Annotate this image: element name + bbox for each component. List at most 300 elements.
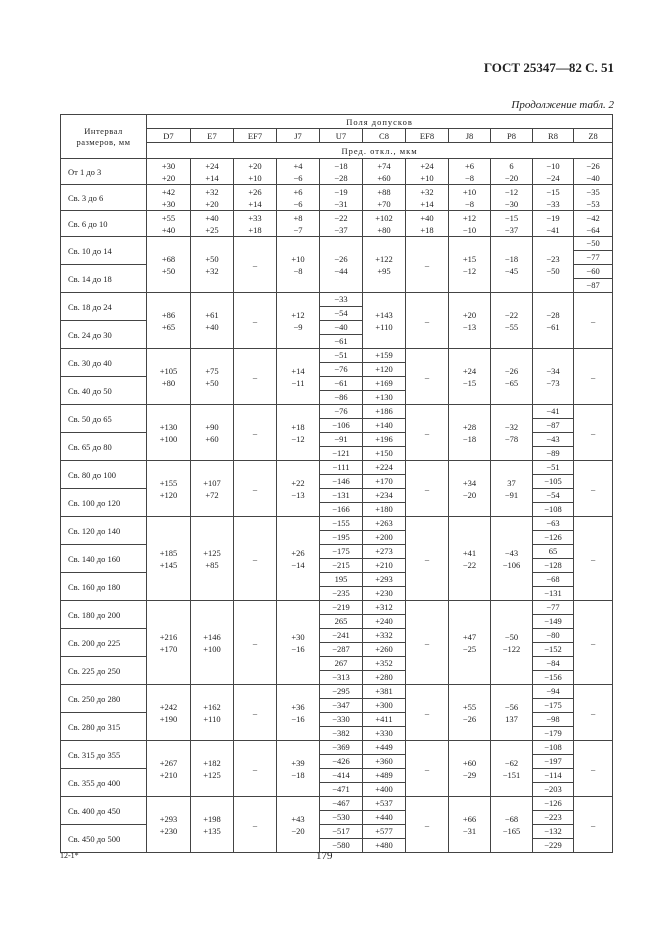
tolerance-cell xyxy=(277,349,320,405)
table-row xyxy=(61,797,613,811)
tolerance-subcell xyxy=(320,405,363,419)
deviation-value: −235 xyxy=(332,588,350,598)
deviation-value: +210 xyxy=(375,560,393,570)
deviation-value: −10 xyxy=(546,160,560,171)
interval-label: Св. 450 до 500 xyxy=(61,825,147,853)
deviation-value: −30 xyxy=(504,198,519,209)
tolerance-subcell xyxy=(320,433,363,447)
deviation-value: −19 xyxy=(334,186,348,197)
tolerance-cell xyxy=(277,797,320,853)
deviation-value: −149 xyxy=(544,616,562,626)
interval-label: Св. 120 до 140 xyxy=(61,517,147,545)
tolerance-subcell xyxy=(320,615,363,629)
tolerance-subcell xyxy=(363,713,406,727)
tolerance-subcell xyxy=(533,461,574,475)
deviation-value: +20 xyxy=(462,309,477,320)
tolerance-cell xyxy=(574,517,613,601)
tolerance-cell xyxy=(234,601,277,685)
tolerance-subcell xyxy=(533,573,574,587)
deviation-value: −175 xyxy=(332,546,350,556)
deviation-value: −155 xyxy=(332,518,350,528)
deviation-value: +60 xyxy=(205,433,219,444)
deviation-value: +86 xyxy=(161,309,176,320)
deviation-value: −8 xyxy=(464,198,475,209)
tolerance-subcell xyxy=(363,349,406,363)
deviation-value: −68 xyxy=(546,574,560,584)
deviation-value: −89 xyxy=(546,448,560,458)
deviation-value: −12 xyxy=(462,265,477,276)
interval-label: От 1 до 3 xyxy=(61,159,147,185)
deviation-value: −287 xyxy=(332,644,350,654)
deviation-value: +50 xyxy=(205,377,219,388)
tolerance-cell xyxy=(449,349,491,405)
deviation-value: −31 xyxy=(462,825,477,836)
tolerance-cell xyxy=(449,741,491,797)
table-continuation-label: Продолжение табл. 2 xyxy=(511,99,614,111)
tolerance-cell xyxy=(406,405,449,461)
tolerance-subcell xyxy=(320,657,363,671)
deviation-value: +88 xyxy=(377,186,391,197)
deviation-header: Пред. откл., мкм xyxy=(147,143,613,159)
deviation-value: – xyxy=(590,819,596,830)
tolerance-cell xyxy=(406,185,449,211)
deviation-value: +185 xyxy=(159,547,178,558)
deviation-value: −40 xyxy=(586,172,600,183)
tolerance-cell xyxy=(406,797,449,853)
deviation-value: – xyxy=(590,763,596,774)
deviation-value: +577 xyxy=(375,826,393,836)
deviation-value: +381 xyxy=(375,686,393,696)
column-header: J7 xyxy=(277,129,320,143)
interval-label: Св. 14 до 18 xyxy=(61,265,147,293)
deviation-value: +216 xyxy=(159,631,178,642)
deviation-value: +14 xyxy=(291,365,305,376)
tolerance-subcell xyxy=(363,839,406,853)
deviation-value: – xyxy=(424,483,430,494)
tolerance-cell xyxy=(363,237,406,293)
tolerance-cell xyxy=(147,797,191,853)
tolerance-subcell xyxy=(533,839,574,853)
deviation-value: +34 xyxy=(462,477,477,488)
tolerance-subcell xyxy=(320,643,363,657)
deviation-value: +440 xyxy=(375,812,393,822)
tolerance-cell xyxy=(491,685,533,741)
deviation-value: – xyxy=(424,707,430,718)
table-row xyxy=(61,741,613,755)
deviation-value: +143 xyxy=(375,309,393,320)
deviation-value: +60 xyxy=(462,757,477,768)
tolerance-cell xyxy=(491,461,533,517)
tolerance-cell xyxy=(449,405,491,461)
deviation-value: −98 xyxy=(546,714,560,724)
tolerance-subcell xyxy=(320,489,363,503)
tolerance-subcell xyxy=(320,685,363,699)
tolerance-subcell xyxy=(363,657,406,671)
column-header: D7 xyxy=(147,129,191,143)
deviation-value: −28 xyxy=(546,309,560,320)
deviation-value: −50 xyxy=(546,265,560,276)
deviation-value: −414 xyxy=(332,770,350,780)
tolerance-cell xyxy=(491,517,533,601)
tolerance-cell xyxy=(234,293,277,349)
deviation-value: +489 xyxy=(375,770,393,780)
table-row xyxy=(61,685,613,699)
tolerance-subcell xyxy=(533,419,574,433)
tolerance-subcell xyxy=(363,783,406,797)
deviation-value: −31 xyxy=(334,198,348,209)
tolerance-cell xyxy=(491,797,533,853)
deviation-value: −18 xyxy=(504,253,519,264)
deviation-value: −6 xyxy=(293,172,303,183)
deviation-value: 137 xyxy=(505,713,518,724)
deviation-value: −152 xyxy=(544,644,562,654)
deviation-value: +6 xyxy=(464,160,475,171)
deviation-value: +26 xyxy=(248,186,262,197)
deviation-value: +12 xyxy=(291,309,305,320)
deviation-value: +267 xyxy=(159,757,178,768)
deviation-value: +75 xyxy=(205,365,219,376)
deviation-value: +230 xyxy=(375,588,393,598)
deviation-value: −25 xyxy=(462,643,477,654)
tolerance-subcell xyxy=(533,769,574,783)
deviation-value: 37 xyxy=(507,477,516,488)
deviation-value: −20 xyxy=(504,172,519,183)
tolerance-cell xyxy=(234,741,277,797)
tolerance-cell xyxy=(449,185,491,211)
tolerance-cell xyxy=(574,797,613,853)
deviation-value: −114 xyxy=(544,770,562,780)
deviation-value: +360 xyxy=(375,756,393,766)
tolerance-cell xyxy=(533,293,574,349)
deviation-value: +10 xyxy=(420,172,434,183)
deviation-value: −44 xyxy=(334,265,348,276)
deviation-value: −84 xyxy=(546,658,560,668)
tolerance-cell xyxy=(449,293,491,349)
tolerance-subcell xyxy=(363,671,406,685)
interval-label: Св. 50 до 65 xyxy=(61,405,147,433)
tolerance-cell xyxy=(234,211,277,237)
deviation-value: 267 xyxy=(334,658,348,668)
deviation-value: −9 xyxy=(293,321,303,332)
deviation-value: +210 xyxy=(159,769,178,780)
deviation-value: −45 xyxy=(504,265,519,276)
deviation-value: −63 xyxy=(546,518,560,528)
tolerance-cell xyxy=(234,159,277,185)
deviation-value: −68 xyxy=(504,813,519,824)
deviation-value: +537 xyxy=(375,798,393,808)
deviation-value: – xyxy=(424,371,430,382)
deviation-value: +14 xyxy=(205,172,219,183)
tolerance-subcell xyxy=(320,573,363,587)
tolerance-subcell xyxy=(533,489,574,503)
tolerance-subcell xyxy=(533,475,574,489)
table-row xyxy=(61,601,613,615)
tolerance-cell xyxy=(191,237,234,293)
tolerance-subcell xyxy=(320,377,363,391)
deviation-value: −56 xyxy=(504,701,519,712)
table-row xyxy=(61,159,613,185)
tolerance-subcell xyxy=(574,251,613,265)
tolerance-cell xyxy=(277,185,320,211)
tolerance-subcell xyxy=(363,755,406,769)
deviation-value: −111 xyxy=(332,462,350,472)
tolerance-subcell xyxy=(533,517,574,531)
tolerance-subcell xyxy=(363,461,406,475)
deviation-value: −87 xyxy=(546,420,560,430)
deviation-value: – xyxy=(252,315,258,326)
deviation-value: −13 xyxy=(291,489,305,500)
deviation-value: +55 xyxy=(161,212,176,223)
deviation-value: +169 xyxy=(375,378,393,388)
tolerance-cell xyxy=(449,517,491,601)
tolerance-cell xyxy=(449,797,491,853)
deviation-value: −18 xyxy=(334,160,348,171)
deviation-value: +293 xyxy=(375,574,393,584)
deviation-value: −156 xyxy=(544,672,562,682)
deviation-value: +40 xyxy=(205,321,219,332)
tolerance-cell xyxy=(363,185,406,211)
deviation-value: +107 xyxy=(203,477,221,488)
deviation-value: – xyxy=(590,637,596,648)
tolerance-cell xyxy=(320,159,363,185)
deviation-value: −42 xyxy=(586,212,600,223)
tolerance-table xyxy=(60,114,613,853)
tolerance-cell xyxy=(363,211,406,237)
deviation-value: +8 xyxy=(293,212,303,223)
interval-label: Св. 30 до 40 xyxy=(61,349,147,377)
tolerance-cell xyxy=(533,159,574,185)
deviation-value: −7 xyxy=(293,224,303,235)
tolerance-subcell xyxy=(320,741,363,755)
deviation-value: −53 xyxy=(586,198,600,209)
interval-label: Св. 200 до 225 xyxy=(61,629,147,657)
tolerance-cell xyxy=(491,741,533,797)
deviation-value: −61 xyxy=(546,321,560,332)
deviation-value: +260 xyxy=(375,644,393,654)
tolerance-subcell xyxy=(320,601,363,615)
deviation-value: −229 xyxy=(544,840,562,850)
deviation-value: −108 xyxy=(544,742,562,752)
deviation-value: +66 xyxy=(462,813,477,824)
deviation-value: +411 xyxy=(375,714,393,724)
deviation-value: +230 xyxy=(159,825,178,836)
tolerance-subcell xyxy=(363,573,406,587)
deviation-value: +95 xyxy=(377,265,391,276)
tolerance-cell xyxy=(147,237,191,293)
deviation-value: – xyxy=(590,427,596,438)
deviation-value: −50 xyxy=(504,631,519,642)
deviation-value: +50 xyxy=(205,253,219,264)
tolerance-cell xyxy=(449,601,491,685)
tolerance-subcell xyxy=(363,629,406,643)
deviation-value: +30 xyxy=(161,198,176,209)
deviation-value: +72 xyxy=(205,489,219,500)
tolerance-subcell xyxy=(363,419,406,433)
tolerance-cell xyxy=(449,237,491,293)
tolerance-cell xyxy=(234,349,277,405)
deviation-value: +190 xyxy=(159,713,178,724)
deviation-value: −347 xyxy=(332,700,350,710)
deviation-value: −76 xyxy=(334,406,348,416)
deviation-value: −78 xyxy=(504,433,519,444)
deviation-value: +26 xyxy=(291,547,305,558)
tolerance-subcell xyxy=(363,433,406,447)
tolerance-cell xyxy=(234,237,277,293)
tolerance-cell xyxy=(277,293,320,349)
deviation-value: +28 xyxy=(462,421,477,432)
tolerance-subcell xyxy=(320,391,363,405)
deviation-value: – xyxy=(590,315,596,326)
deviation-value: −106 xyxy=(332,420,350,430)
deviation-value: −40 xyxy=(334,322,348,332)
deviation-value: +273 xyxy=(375,546,393,556)
tolerance-cell xyxy=(147,211,191,237)
tolerance-subcell xyxy=(533,825,574,839)
column-header: U7 xyxy=(320,129,363,143)
deviation-value: −6 xyxy=(293,198,303,209)
tolerance-subcell xyxy=(533,629,574,643)
deviation-value: −61 xyxy=(334,336,348,346)
tolerance-subcell xyxy=(533,741,574,755)
tolerance-cell xyxy=(491,405,533,461)
table-row xyxy=(61,185,613,211)
deviation-value: – xyxy=(252,763,258,774)
tolerance-subcell xyxy=(574,237,613,251)
tolerance-cell xyxy=(491,293,533,349)
tolerance-cell xyxy=(191,461,234,517)
deviation-value: −37 xyxy=(504,224,519,235)
tolerance-subcell xyxy=(533,657,574,671)
deviation-value: −166 xyxy=(332,504,350,514)
tolerance-subcell xyxy=(320,811,363,825)
deviation-value: +186 xyxy=(375,406,393,416)
deviation-value: −87 xyxy=(586,280,600,290)
deviation-value: +42 xyxy=(161,186,176,197)
interval-label: Св. 400 до 450 xyxy=(61,797,147,825)
tolerance-subcell xyxy=(363,559,406,573)
deviation-value: +68 xyxy=(161,253,176,264)
deviation-value: +146 xyxy=(203,631,221,642)
tolerance-subcell xyxy=(533,783,574,797)
tolerance-subcell xyxy=(363,531,406,545)
deviation-value: −369 xyxy=(332,742,350,752)
deviation-value: −15 xyxy=(462,377,477,388)
deviation-value: +43 xyxy=(291,813,305,824)
deviation-value: −12 xyxy=(291,433,305,444)
tolerance-subcell xyxy=(320,699,363,713)
deviation-value: +145 xyxy=(159,559,178,570)
tolerance-subcell xyxy=(533,503,574,517)
deviation-value: −24 xyxy=(546,172,560,183)
tolerance-cell xyxy=(574,159,613,185)
tolerance-cell xyxy=(277,405,320,461)
deviation-value: – xyxy=(252,637,258,648)
deviation-value: +14 xyxy=(248,198,262,209)
deviation-value: +24 xyxy=(462,365,477,376)
tolerance-subcell xyxy=(320,825,363,839)
deviation-value: −203 xyxy=(544,784,562,794)
deviation-value: +10 xyxy=(248,172,262,183)
tolerance-cell xyxy=(449,159,491,185)
deviation-value: +15 xyxy=(462,253,477,264)
deviation-value: +234 xyxy=(375,490,393,500)
deviation-value: +330 xyxy=(375,728,393,738)
deviation-value: −108 xyxy=(544,504,562,514)
deviation-value: +120 xyxy=(159,489,178,500)
deviation-value: +85 xyxy=(205,559,219,570)
tolerance-subcell xyxy=(533,531,574,545)
tolerance-subcell xyxy=(533,755,574,769)
deviation-value: −471 xyxy=(332,784,350,794)
deviation-value: +32 xyxy=(205,265,219,276)
deviation-value: +20 xyxy=(248,160,262,171)
column-header: C8 xyxy=(363,129,406,143)
table-row xyxy=(61,517,613,531)
tolerance-subcell xyxy=(320,671,363,685)
deviation-value: +293 xyxy=(159,813,178,824)
tolerance-cell xyxy=(574,211,613,237)
tolerance-subcell xyxy=(533,433,574,447)
deviation-value: +32 xyxy=(205,186,219,197)
deviation-value: −43 xyxy=(546,434,560,444)
deviation-value: +25 xyxy=(205,224,219,235)
tolerance-subcell xyxy=(533,797,574,811)
tolerance-cell xyxy=(147,349,191,405)
interval-label: Св. 6 до 10 xyxy=(61,211,147,237)
deviation-value: +170 xyxy=(375,476,393,486)
deviation-value: −50 xyxy=(586,238,600,248)
tolerance-cell xyxy=(277,211,320,237)
deviation-value: −15 xyxy=(504,212,519,223)
deviation-value: −8 xyxy=(464,172,475,183)
table-row xyxy=(61,405,613,419)
deviation-value: −60 xyxy=(586,266,600,276)
tolerance-cell xyxy=(277,685,320,741)
deviation-value: +30 xyxy=(291,631,305,642)
interval-label: Св. 160 до 180 xyxy=(61,573,147,601)
tolerance-cell xyxy=(191,349,234,405)
interval-label: Св. 100 до 120 xyxy=(61,489,147,517)
deviation-value: −15 xyxy=(546,186,560,197)
deviation-value: −91 xyxy=(334,434,348,444)
tolerance-cell xyxy=(320,185,363,211)
deviation-value: +55 xyxy=(462,701,477,712)
tolerance-cell xyxy=(147,685,191,741)
table-row xyxy=(61,293,613,307)
tolerance-cell xyxy=(406,237,449,293)
deviation-value: −77 xyxy=(546,602,560,612)
tolerance-cell xyxy=(533,237,574,293)
tolerance-subcell xyxy=(363,587,406,601)
deviation-value: +24 xyxy=(205,160,219,171)
tolerance-subcell xyxy=(363,811,406,825)
column-header: E7 xyxy=(191,129,234,143)
tolerance-cell xyxy=(491,237,533,293)
tolerance-subcell xyxy=(320,629,363,643)
tolerance-subcell xyxy=(320,755,363,769)
deviation-value: −12 xyxy=(504,186,519,197)
deviation-value: +263 xyxy=(375,518,393,528)
deviation-value: −54 xyxy=(334,308,348,318)
deviation-value: +240 xyxy=(375,616,393,626)
deviation-value: −122 xyxy=(502,643,521,654)
tolerance-cell xyxy=(234,405,277,461)
deviation-value: −91 xyxy=(504,489,519,500)
tolerance-subcell xyxy=(363,727,406,741)
tolerance-cell xyxy=(191,159,234,185)
deviation-value: −241 xyxy=(332,630,350,640)
deviation-value: −73 xyxy=(546,377,560,388)
